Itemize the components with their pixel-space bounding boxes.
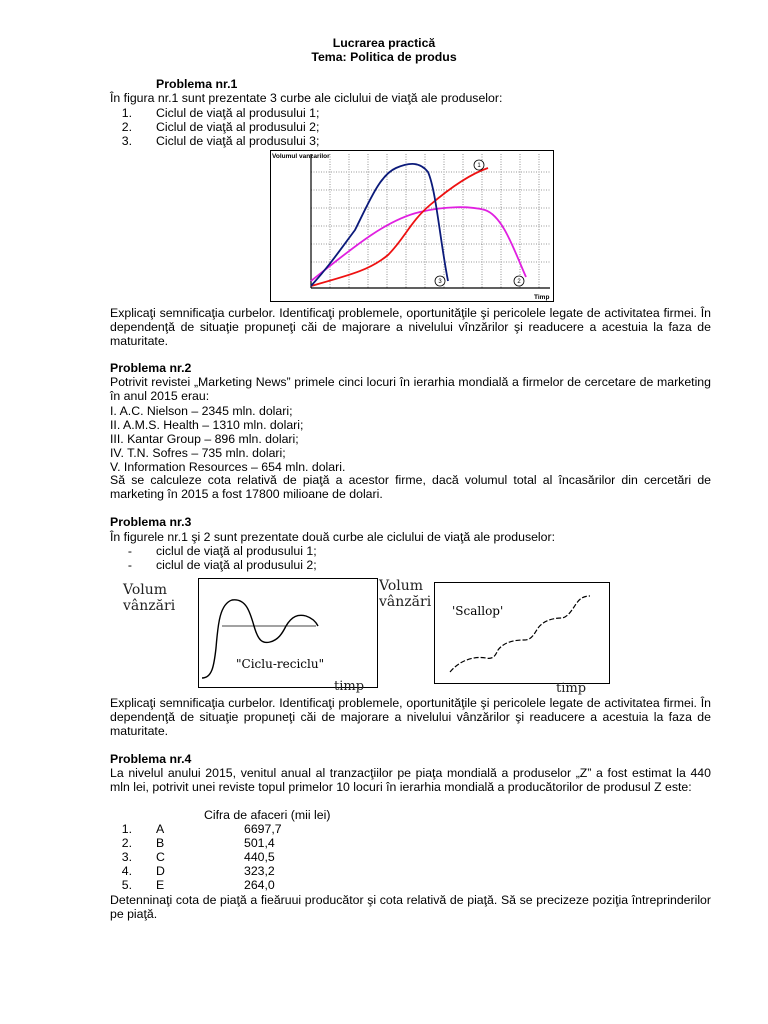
problem-1-heading: Problema nr.1 bbox=[156, 77, 238, 91]
problem-4-text: Detenninaţi cota de piaţă a fieăruui producător şi cota relativă de piaţă. Să se precizeze poziţia întreprinderilor pe piaţă. bbox=[110, 893, 711, 921]
fig-b-y-label: Volum vânzări bbox=[379, 578, 432, 610]
cycle-recycle-label: "Ciclu-reciclu" bbox=[236, 657, 325, 671]
table-row: 1. A 6697,7 bbox=[121, 822, 282, 836]
list-item: V. Information Resources – 654 mln. dolari. bbox=[110, 460, 346, 474]
table-row: 3. C 440,5 bbox=[121, 850, 275, 864]
lifecycle-figure-1 bbox=[270, 150, 554, 302]
problem-2-text: Să se calculeze cota relativă de piaţă a acestor firme, dacă volumul total al încasărilor din cercetări de marketing în 2015 a fost 17800 milioane de dolari. bbox=[110, 473, 711, 501]
problem-1-list bbox=[110, 106, 319, 148]
figure-y-label: Volumul vanzarilor bbox=[272, 153, 330, 160]
problem-4-heading: Problema nr.4 bbox=[110, 752, 192, 766]
problem-3-text: Explicaţi semnificaţia curbelor. Identificaţi problemele, oportunităţile şi pericolele legate de activitatea firmei. În dependenţă de situaţie propuneţi căi de majorare a nivelului vânzărilor şi readucere a acestuia la faza de maturitate. bbox=[110, 696, 711, 738]
problem-2-list bbox=[110, 404, 345, 474]
problem-2-intro: Potrivit revistei „Marketing News” primele cinci locuri în ierarhia mondială a firmelor de cercetare de marketing în anul 2015 erau: bbox=[110, 375, 711, 403]
cycle-recycle-figure bbox=[198, 578, 378, 688]
marker-2-label: 2 bbox=[517, 279, 521, 285]
list-item: 2. Ciclul de viaţă al produsului 2; bbox=[121, 120, 320, 134]
table-row: 4. D 323,2 bbox=[121, 864, 275, 878]
marker-3-label: 3 bbox=[438, 279, 442, 285]
list-item: 1. Ciclul de viaţă al produsului 1; bbox=[121, 106, 320, 120]
table-row: 5. E 264,0 bbox=[121, 878, 275, 892]
list-item: II. A.M.S. Health – 1310 mln. dolari; bbox=[110, 418, 304, 432]
table-header: Cifra de afaceri (mii lei) bbox=[204, 808, 331, 822]
list-item: III. Kantar Group – 896 mln. dolari; bbox=[110, 432, 299, 446]
scallop-figure bbox=[434, 582, 610, 684]
problem-1-intro: În figura nr.1 sunt prezentate 3 curbe ale ciclului de viaţă ale produselor: bbox=[110, 91, 503, 105]
list-item: IV. T.N. Sofres – 735 mln. dolari; bbox=[110, 446, 286, 460]
marker-1-label: 1 bbox=[477, 163, 481, 169]
list-item: - ciclul de viaţă al produsului 2; bbox=[127, 558, 317, 572]
problem-3-heading: Problema nr.3 bbox=[110, 515, 192, 529]
fig-a-y-label: Volum vânzări bbox=[123, 582, 176, 614]
document-title: Lucrarea practică bbox=[332, 36, 436, 50]
problem-2-heading: Problema nr.2 bbox=[110, 361, 192, 375]
figure-x-label: Timp bbox=[534, 294, 550, 301]
list-item: - ciclul de viaţă al produsului 1; bbox=[127, 544, 317, 558]
fig-a-x-label: timp bbox=[334, 679, 365, 694]
list-item: 3. Ciclul de viaţă al produsului 3; bbox=[121, 134, 320, 148]
problem-3-intro: În figurele nr.1 şi 2 sunt prezentate două curbe ale ciclului de viaţă ale produselor: bbox=[110, 530, 556, 544]
scallop-label: 'Scallop' bbox=[452, 604, 504, 618]
list-item: I. A.C. Nielson – 2345 mln. dolari; bbox=[110, 404, 293, 418]
fig-b-x-label: timp bbox=[556, 681, 587, 696]
problem-3-list bbox=[110, 544, 317, 572]
problem-1-text: Explicaţi semnificaţia curbelor. Identificaţi problemele, oportunităţile şi pericolele legate de activitatea firmei. În dependenţă de situaţie propuneţi căi de majorare a nivelului vînzărilor şi readucere a acestuia la faza de maturitate. bbox=[110, 306, 711, 348]
problem-4-intro: La nivelul anului 2015, venitul anual al tranzacţiilor pe piaţa mondială a produselor „Z” a fost estimat la 440 mln lei, potrivit unei reviste topul primelor 10 locuri în ierarhia mondială a producătorilor de produsul Z este: bbox=[110, 766, 711, 794]
table-row: 2. B 501,4 bbox=[121, 836, 275, 850]
revenue-table bbox=[110, 822, 282, 892]
document-subtitle: Tema: Politica de produs bbox=[311, 50, 457, 64]
